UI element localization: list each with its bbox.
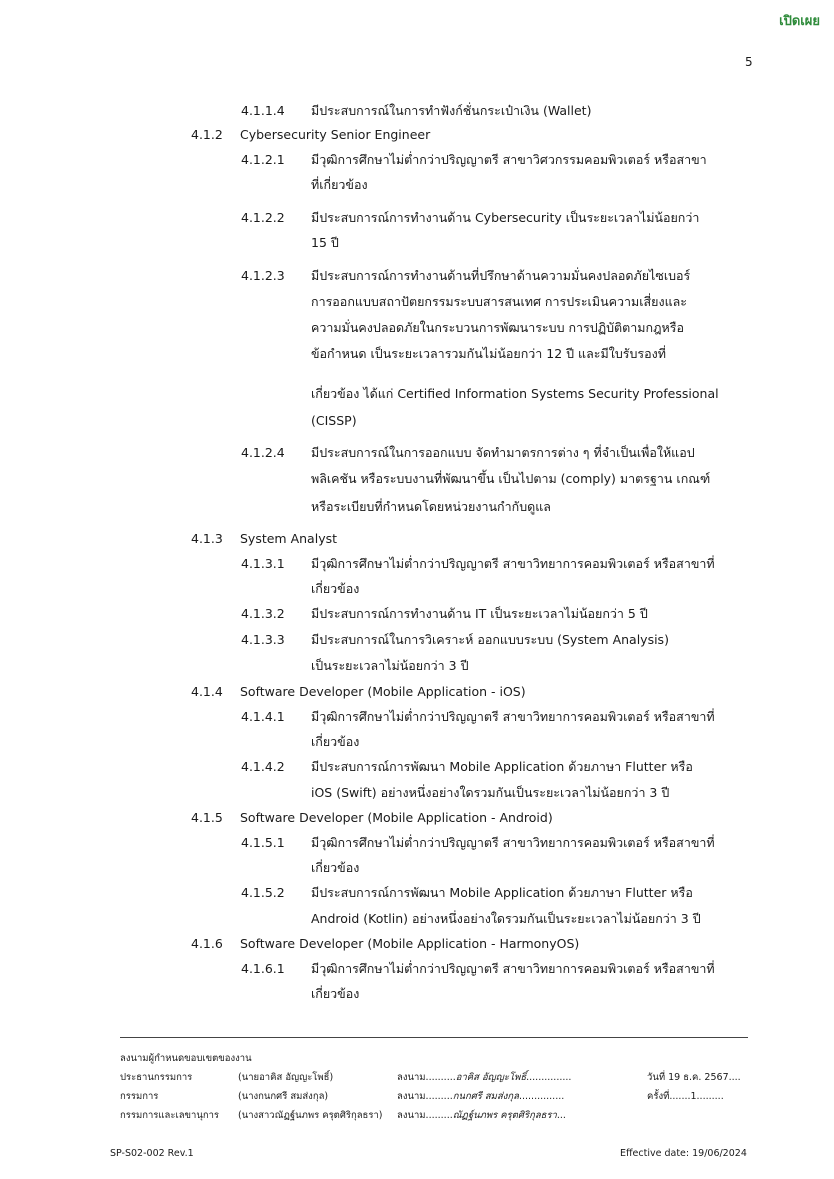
section-heading: มีประสบการณ์การพัฒนา Mobile Application ด้วยภาษา Flutter หรือ	[311, 759, 693, 774]
section-heading: Software Developer (Mobile Application - HarmonyOS)	[240, 936, 580, 951]
continuation-line: หรือระเบียบที่กำหนดโดยหน่วยงานกำกับดูแล	[311, 499, 551, 514]
signer-name: (นางสาวณัฏฐ์นภพร ครุตศิริกุลธรา)	[238, 1110, 383, 1121]
section-number: 4.1.3.2	[241, 606, 285, 621]
signature: ณัฏฐ์นภพร ครุตศิริกุลธรา	[452, 1110, 557, 1121]
continuation-line: (CISSP)	[311, 413, 357, 428]
continuation-line: Android (Kotlin) อย่างหนึ่งอย่างใดรวมกันเป็นระยะเวลาไม่น้อยกว่า 3 ปี	[311, 911, 701, 926]
document-code: SP-S02-002 Rev.1	[110, 1148, 194, 1159]
section-number: 4.1.2	[191, 127, 223, 142]
footer-divider	[120, 1037, 748, 1038]
signer-role: ประธานกรรมการ	[120, 1072, 193, 1083]
section-heading: มีประสบการณ์ในการวิเคราะห์ ออกแบบระบบ (System Analysis)	[311, 632, 669, 647]
section-heading: มีวุฒิการศึกษาไม่ต่ำกว่าปริญญาตรี สาขาวิทยาการคอมพิวเตอร์ หรือสาขาที่	[311, 556, 715, 571]
section-heading: มีประสบการณ์การทำงานด้าน Cybersecurity เป็นระยะเวลาไม่น้อยกว่า	[311, 210, 700, 225]
continuation-line: เกี่ยวข้อง	[311, 581, 360, 596]
continuation-line: การออกแบบสถาปัตยกรรมระบบสารสนเทศ การประเมินความเสี่ยงและ	[311, 294, 688, 309]
section-heading: Software Developer (Mobile Application - iOS)	[240, 684, 526, 699]
section-number: 4.1.5.2	[241, 885, 285, 900]
signature-prefix: ลงนาม.........	[397, 1110, 453, 1121]
section-heading: มีประสบการณ์ในการออกแบบ จัดทำมาตรการต่าง ๆ ที่จำเป็นเพื่อให้แอป	[311, 445, 695, 460]
section-number: 4.1.4.2	[241, 759, 285, 774]
continuation-line: ที่เกี่ยวข้อง	[311, 177, 368, 192]
section-number: 4.1.6	[191, 936, 223, 951]
continuation-line: 15 ปี	[311, 235, 339, 250]
signer-name: (นายอาคิส อัญญะโพธิ์)	[238, 1072, 334, 1083]
section-heading: Cybersecurity Senior Engineer	[240, 127, 431, 142]
section-number: 4.1.1.4	[241, 103, 285, 118]
page-number: 5	[745, 55, 753, 69]
signature-suffix: ...	[556, 1110, 566, 1121]
revision-count: ครั้งที่.......1.........	[647, 1091, 724, 1102]
section-number: 4.1.5.1	[241, 835, 285, 850]
signer-role: กรรมการและเลขานุการ	[120, 1110, 220, 1121]
section-number: 4.1.3	[191, 531, 223, 546]
section-number: 4.1.3.1	[241, 556, 285, 571]
continuation-line: ข้อกำหนด เป็นระยะเวลารวมกันไม่น้อยกว่า 12 ปี และมีใบรับรองที่	[311, 346, 666, 361]
signature-suffix: ...............	[518, 1091, 565, 1102]
section-heading: System Analyst	[240, 531, 338, 546]
section-number: 4.1.2.4	[241, 445, 285, 460]
footer-title: ลงนามผู้กำหนดขอบเขตของงาน	[120, 1053, 252, 1064]
signature-line	[397, 1110, 566, 1122]
section-heading: มีวุฒิการศึกษาไม่ต่ำกว่าปริญญาตรี สาขาวิทยาการคอมพิวเตอร์ หรือสาขาที่	[311, 709, 715, 724]
signature-prefix: ลงนาม..........	[397, 1072, 456, 1083]
section-heading: มีประสบการณ์การพัฒนา Mobile Application ด้วยภาษา Flutter หรือ	[311, 885, 693, 900]
section-heading: มีวุฒิการศึกษาไม่ต่ำกว่าปริญญาตรี สาขาวิศวกรรมคอมพิวเตอร์ หรือสาขา	[311, 152, 707, 167]
continuation-line: เกี่ยวข้อง	[311, 734, 360, 749]
continuation-line: ความมั่นคงปลอดภัยในกระบวนการพัฒนาระบบ การปฏิบัติตามกฎหรือ	[311, 320, 684, 335]
section-number: 4.1.2.3	[241, 268, 285, 283]
classification-badge: เปิดเผย	[779, 14, 820, 29]
signature-suffix: ...............	[526, 1072, 572, 1083]
continuation-line: เกี่ยวข้อง	[311, 860, 360, 875]
section-heading: มีประสบการณ์การทำงานด้านที่ปรึกษาด้านความมั่นคงปลอดภัยไซเบอร์	[311, 268, 691, 283]
signer-role: กรรมการ	[120, 1091, 159, 1102]
section-heading: มีประสบการณ์ในการทำฟังก์ชั่นกระเป๋าเงิน (Wallet)	[311, 103, 592, 118]
section-heading: Software Developer (Mobile Application - Android)	[240, 810, 553, 825]
continuation-line: เกี่ยวข้อง	[311, 986, 360, 1001]
section-heading: มีวุฒิการศึกษาไม่ต่ำกว่าปริญญาตรี สาขาวิทยาการคอมพิวเตอร์ หรือสาขาที่	[311, 961, 715, 976]
signature: กนกศรี สมส่งกุล	[452, 1091, 519, 1102]
continuation-line: iOS (Swift) อย่างหนึ่งอย่างใดรวมกันเป็นระยะเวลาไม่น้อยกว่า 3 ปี	[311, 785, 670, 800]
signature-prefix: ลงนาม.........	[397, 1091, 453, 1102]
signature: อาคิส อัญญะโพธิ์	[455, 1072, 527, 1083]
section-number: 4.1.3.3	[241, 632, 285, 647]
section-number: 4.1.4.1	[241, 709, 285, 724]
effective-date: Effective date: 19/06/2024	[620, 1148, 747, 1159]
signing-date: วันที่ 19 ธ.ค. 2567....	[647, 1072, 741, 1083]
continuation-line: เป็นระยะเวลาไม่น้อยกว่า 3 ปี	[311, 658, 469, 673]
continuation-line: พลิเคชัน หรือระบบงานที่พัฒนาขึ้น เป็นไปตาม (comply) มาตรฐาน เกณฑ์	[311, 471, 711, 486]
signer-name: (นางกนกศรี สมส่งกุล)	[238, 1091, 329, 1102]
signature-line	[397, 1091, 564, 1103]
section-number: 4.1.6.1	[241, 961, 285, 976]
section-heading: มีวุฒิการศึกษาไม่ต่ำกว่าปริญญาตรี สาขาวิทยาการคอมพิวเตอร์ หรือสาขาที่	[311, 835, 715, 850]
continuation-line: เกี่ยวข้อง ได้แก่ Certified Information Systems Security Professional	[311, 386, 719, 401]
signature-line	[397, 1072, 571, 1084]
section-number: 4.1.2.2	[241, 210, 285, 225]
section-number: 4.1.2.1	[241, 152, 285, 167]
section-number: 4.1.5	[191, 810, 223, 825]
section-number: 4.1.4	[191, 684, 223, 699]
section-heading: มีประสบการณ์การทำงานด้าน IT เป็นระยะเวลาไม่น้อยกว่า 5 ปี	[311, 606, 648, 621]
